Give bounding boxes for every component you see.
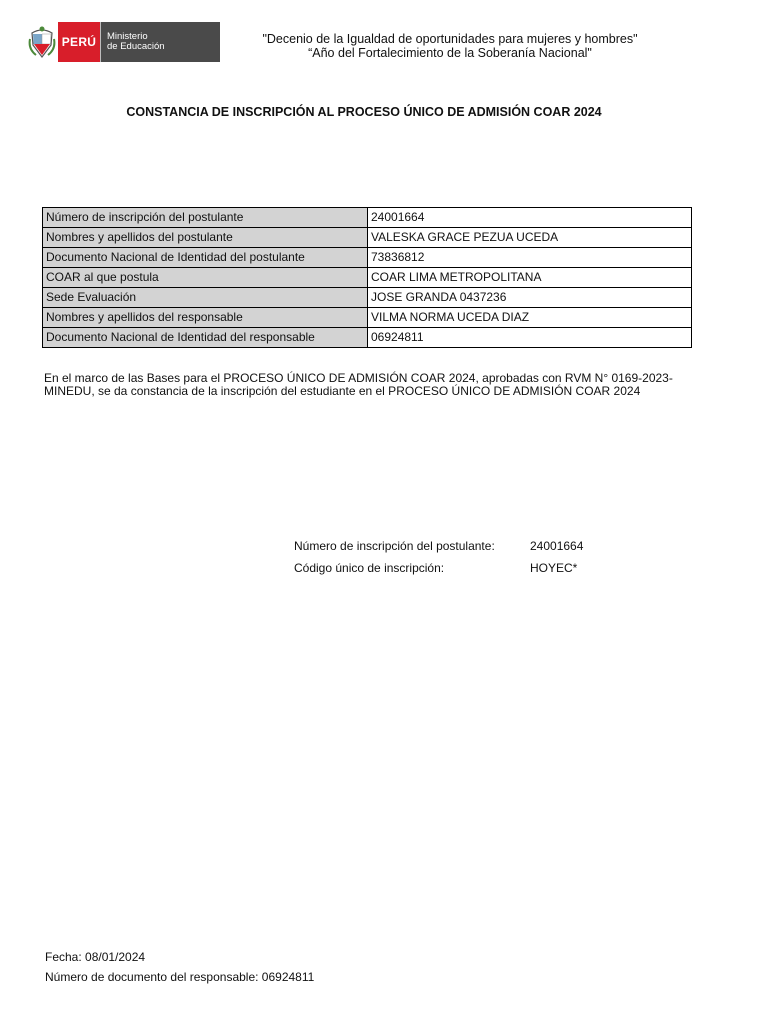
table-row [43, 248, 692, 268]
registration-table [42, 207, 692, 348]
unique-code-label: Código único de inscripción: [294, 561, 445, 575]
summary-row-registration [294, 535, 583, 557]
row-label: Nombres y apellidos del responsable [43, 308, 368, 328]
row-label: COAR al que postula [43, 268, 368, 288]
row-value: COAR LIMA METROPOLITANA [368, 268, 692, 288]
responsible-document: Número de documento del responsable: 06924811 [45, 970, 315, 984]
motto-line-1: "Decenio de la Igualdad de oportunidades para mujeres y hombres" [262, 32, 638, 46]
row-label: Sede Evaluación [43, 288, 368, 308]
certification-paragraph: En el marco de las Bases para el PROCESO ÚNICO DE ADMISIÓN COAR 2024, aprobadas con RVM N° 0169-2023-MINEDU, se da constancia de la inscripción del estudiante en el PROCESO ÚNICO DE ADMISIÓN COAR 2024 [44, 371, 673, 398]
ministry-logo [26, 22, 220, 62]
row-value: 24001664 [368, 208, 692, 228]
table-row [43, 328, 692, 348]
table-row [43, 288, 692, 308]
coat-of-arms-icon [26, 22, 58, 62]
ministry-name [100, 22, 220, 62]
table-row [43, 228, 692, 248]
row-value: 73836812 [368, 248, 692, 268]
registration-number-label: Número de inscripción del postulante: [294, 539, 495, 553]
ministry-line-2: de Educación [107, 41, 165, 52]
row-value: VILMA NORMA UCEDA DIAZ [368, 308, 692, 328]
row-label: Documento Nacional de Identidad del responsable [43, 328, 368, 348]
issue-date: Fecha: 08/01/2024 [45, 950, 146, 964]
table-row [43, 208, 692, 228]
row-value: VALESKA GRACE PEZUA UCEDA [368, 228, 692, 248]
motto-line-2: “Año del Fortalecimiento de la Soberanía Nacional" [308, 46, 592, 60]
footer [45, 950, 314, 990]
registration-summary [294, 535, 583, 579]
document-title: CONSTANCIA DE INSCRIPCIÓN AL PROCESO ÚNICO DE ADMISIÓN COAR 2024 [126, 105, 602, 119]
row-label: Nombres y apellidos del postulante [43, 228, 368, 248]
ministry-line-1: Ministerio [107, 31, 148, 42]
unique-code-value: HOYEC* [530, 561, 578, 575]
summary-row-code [294, 557, 583, 579]
row-value: 06924811 [368, 328, 692, 348]
row-label: Documento Nacional de Identidad del postulante [43, 248, 368, 268]
registration-number-value: 24001664 [530, 539, 584, 553]
peru-label: PERÚ [58, 22, 100, 62]
table-row [43, 268, 692, 288]
header-motto [230, 32, 670, 60]
row-value: JOSE GRANDA 0437236 [368, 288, 692, 308]
row-label: Número de inscripción del postulante [43, 208, 368, 228]
table-row [43, 308, 692, 328]
